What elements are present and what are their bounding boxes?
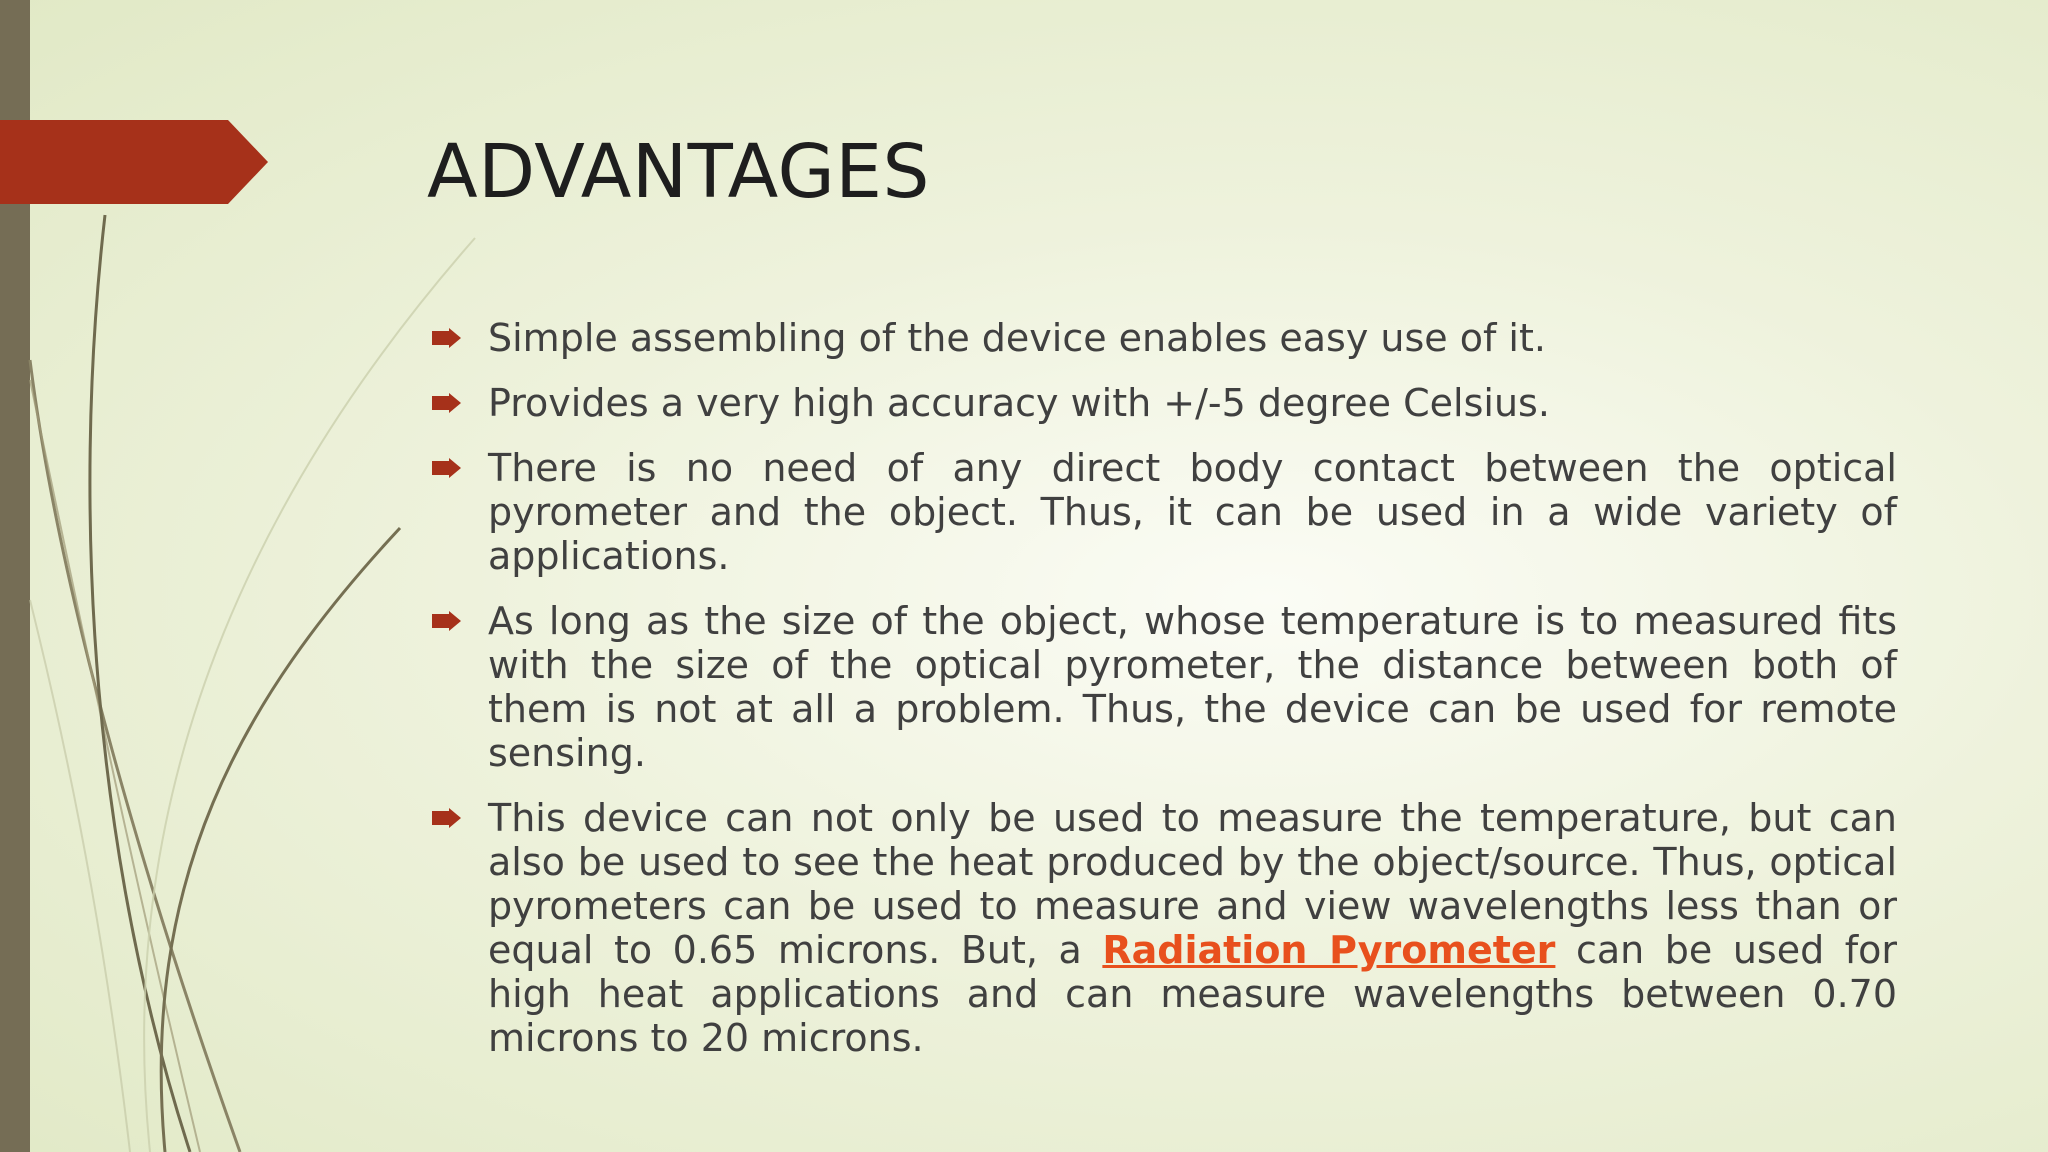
bullet-text: There is no need of any direct body contact between the optical pyrometer and the object. Thus, it can be used in a wide variety of applications. xyxy=(488,446,1897,578)
bullet-text-after-link: can be used for high heat applications and can measure wavelengths between 0.70 microns to 20 microns. xyxy=(488,928,1897,1060)
bullet-text: Provides a very high accuracy with +/-5 degree Celsius. xyxy=(488,381,1550,425)
right-arrow-bullet-icon xyxy=(432,328,462,348)
list-item xyxy=(432,599,1897,775)
right-arrow-bullet-icon xyxy=(432,393,462,413)
bullet-text: Simple assembling of the device enables easy use of it. xyxy=(488,316,1546,360)
list-item xyxy=(432,316,1897,360)
list-item xyxy=(432,381,1897,425)
radiation-pyrometer-link[interactable]: Radiation Pyrometer xyxy=(1102,928,1556,972)
bullet-text xyxy=(488,796,1897,1060)
advantages-list xyxy=(432,316,1897,1081)
title-arrow-banner xyxy=(0,120,268,204)
right-arrow-bullet-icon xyxy=(432,458,462,478)
right-arrow-bullet-icon xyxy=(432,611,462,631)
slide-title: ADVANTAGES xyxy=(427,129,931,215)
right-arrow-bullet-icon xyxy=(432,808,462,828)
list-item xyxy=(432,796,1897,1060)
bullet-text: As long as the size of the object, whose temperature is to measured fits with the size of the optical pyrometer, the distance between both of them is not at all a problem. Thus, the device can be used for remote sensing. xyxy=(488,599,1897,775)
bullet-text-before-link: This device can not only be used to measure the temperature, but can also be used to see the heat produced by the object/source. Thus, optical pyrometers can be used to measure and view wavelengths less than or equal to 0.65 microns. But, a xyxy=(488,796,1897,972)
list-item xyxy=(432,446,1897,578)
